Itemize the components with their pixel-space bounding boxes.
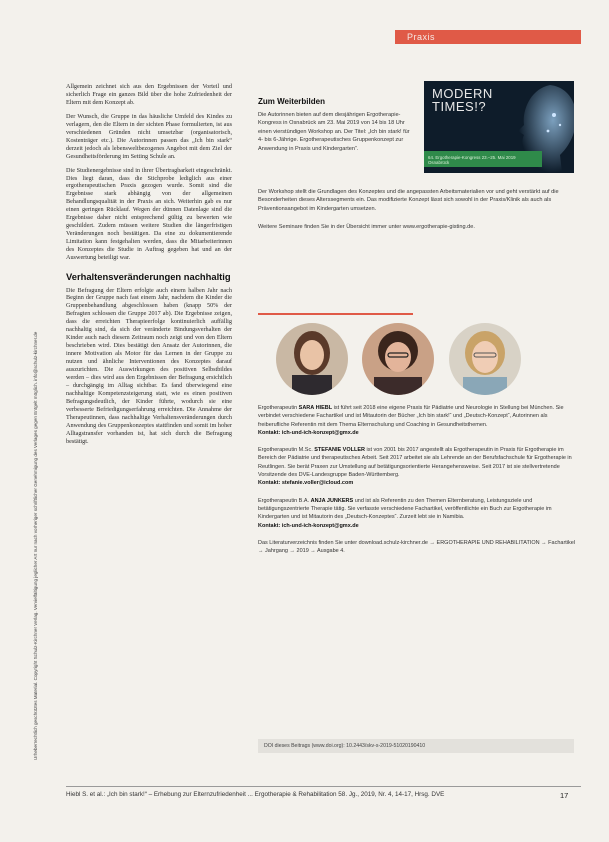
footer-divider [66, 786, 581, 787]
ad-title-line-1: MODERN [432, 86, 493, 101]
paragraph: Die Studienergebnisse sind in ihrer Übertragbarkeit eingeschränkt. Dies liegt daran, dass die Stichprobe lediglich aus einer ergotherapeutischen Praxis gezogen wurde. Somit sind die Ergebnisse stark abhängig von der allgemeinen Behandlungsqualität in der Praxis an sich. Weiterhin gab es nur einen geringen Rücklauf. Wegen der dünnen Datenlage sind die Ergebnisse daher nicht entsprechend gültig zu bewerten wie geschildert. Zudem müssen weitere Studien die längerfristigen Veränderungen noch bestätigen. Da eine zu dokumentierende Limitation kann festgehalten werden, dass die Mitarbeiterinnen des Konzeptes die Studie in Auftrag gegeben hat und an der Auswertung beteiligt war. [66, 166, 232, 262]
author-photo-voller [362, 323, 434, 395]
section-label: Praxis [407, 32, 436, 42]
bio-lead: Ergotherapeutin [258, 405, 299, 411]
weiterbilden-text: Die Autorinnen bieten auf dem diesjährigen Ergotherapie-Kongress in Osnabrück am 23. Mai 2019 von 14 bis 18 Uhr einen vierstündigen Workshop an. Der Titel: „Ich bin stark! für 4- bis 6-Jährige. Ergotherapeutisches Gruppenkonzept zur Anwendung in Praxis und Kindergarten“. [258, 112, 410, 152]
congress-ad[interactable] [424, 81, 574, 173]
bio-lead: Ergotherapeutin M.Sc. [258, 447, 315, 454]
weiterbilden-title: Zum Weiterbilden [258, 97, 325, 106]
author-photo-hiebl [276, 323, 348, 395]
bio-text: ist führt seit 2018 eine eigene Praxis für Pädiatrie und Neurologie in Stellung bei München. Sie verbindet verschiedene Fachartikel und ist Mitautorin der Bücher „Ich bin stark!“ und „Deutsch-Konzept“, Autorinnen als freiberufliche Referentin mit dem Thema Elternschulung und Coaching in Gesundheitsthemen. [258, 405, 564, 428]
bio-hiebl [258, 404, 578, 437]
author-photo-junkers [449, 323, 521, 395]
bio-text: und ist als Referentin zu den Themen Elternberatung, Leistungsziele und betätigungszentrierte Therapie tätig. Sie verfasste verschiedene Fachartikel, veröffentlichte ein Buch zur Ergotherapie im Kindergarten und ist Mitautorin des „Deutsch-Konzeptes“. Zurzeit lebt sie in Namibia. [258, 497, 552, 521]
bio-text: ist von 2001 bis 2017 angestellt als Ergotherapeutin in Praxis für Ergotherapie im Bereich der Pädiatrie und therapeutisches Arbeit. Seit 2017 arbeitet sie als Lehrende an der Berufsfachschule für Ergotherapie in Reutlingen. Sie berät Praxen zur Umstellung auf betätigungsorientierte Herangehensweise. Seit 2017 ist sie stellvertretende Vorsitzende des DVE-Landesgruppe Baden-Württemberg. [258, 447, 572, 479]
author-bios [258, 404, 578, 564]
bio-contact[interactable]: Kontakt: ich-und-ich-konzept@gmx.de [258, 429, 359, 436]
weiterbilden-link-text[interactable]: Weitere Seminare finden Sie in der Übersicht immer unter www.ergotherapie-gisting.de. [258, 224, 475, 230]
section-heading: Verhaltensveränderungen nachhaltig [66, 271, 231, 283]
doi-text[interactable]: DOI dieses Beitrags (www.doi.org): 10.2443/skv-s-2019-51020190410 [264, 743, 426, 749]
bio-junkers [258, 497, 578, 530]
ad-title [432, 87, 493, 113]
red-divider [258, 313, 413, 315]
paragraph: Die Befragung der Eltern erfolgte auch einem halben Jahr nach Beginn der Gruppe nach fast einem Jahr, nachdem die Kinder die Gruppenbehandlung abgeschlossen haben (knapp 50% der Befragten schlossen die Gruppe 2017 ab). Die Ergebnisse zeigen, dass die erreichten Therapieerfolge kontinuierlich auffällig nachhaltig sind, da sich der veränderte Bindungsverhalten der Kinder auch nach diesem Zeitraum noch zeigt und von den Eltern beschrieben wird. Dies bestätigt den Ansatz der Autorinnen, die innere Motivation als Motor für das Lernen in der Gruppe zu nutzen und ähnliche Interventionen des Konzeptes darauf auszurichten. Die Auswirkungen des positiven Selbstbildes werden – dies wird aus den Ergebnissen der Befragung ersichtlich – durchgängig im Alltag sichtbar. Es fand überwiegend eine nachhaltige Kompetenzsteigerung statt, wie es einen positiven Befragungsdeutlich, der Kinder führte, wodurch sie eine verbesserte Befriedigungserfahrung erreichten. Die Annahme der Therapeutinnen, dass nachhaltige Verhaltensveränderungen durch Anwendung des Gruppenkonzeptes stattfinden und somit im hoher Alltagstransfer vorhanden ist, hat sich durch die Befragung bestätigt. [66, 286, 232, 445]
ad-title-line-2: TIMES!? [432, 99, 487, 114]
bio-name: SARA HIEBL [298, 405, 333, 411]
weiterbilden-text-2: Der Workshop stellt die Grundlagen des Konzeptes und die angepassten Arbeitsmaterialien vor und geht verstärkt auf die Besonderheiten dieses Alterssegments ein. Das modifizierte Konzept lässt sich sowohl in der Praxis/Klinik als auch als Präventionsangebot im Kindergarten umsetzen. [258, 189, 559, 212]
ad-strip-text: 64. Ergotherapie-Kongress 23.–25. Mai 2019 Osnabrück [428, 155, 516, 165]
page-number: 17 [560, 791, 569, 800]
literature-note: Das Literaturverzeichnis finden Sie unter download.schulz-kirchner.de → ERGOTHERAPIE UND REHABILITATION → Fachartikel → Jahrgang → 2019 → Ausgabe 4. [258, 539, 576, 555]
footer-citation: Hiebl S. et al.: „Ich bin stark!“ – Erhebung zur Elternzufriedenheit ... Ergotherapie & Rehabilitation 58. Jg., 2019, Nr. 4, 14-17, Hrsg. DVE [66, 791, 445, 798]
bio-name: ANJA JUNKERS [310, 497, 354, 504]
bio-name: STEFANIE VOLLER [314, 447, 365, 454]
paragraph: Der Wunsch, die Gruppe in das häusliche Umfeld des Kindes zu verlagern, den die Eltern in der sichten Phase formulierten, ist aus verschiedenen Gründen nicht umsetzbar (organisatorisch, Kostenträger etc.). Die Autorinnen passen das „Ich bin stark“ derzeit jedoch als lebensweltbezogenes Angebot mit dem Ziel der Gesundheitsförderung im Setting Schule an. [66, 112, 232, 160]
left-column [66, 83, 232, 452]
paragraph: Allgemein zeichnet sich aus den Ergebnissen der Vorteil und sicherlich Frage ein ganzes Bild über die hohe Zufriedenheit der Eltern mit dem Konzept ab. [66, 83, 232, 106]
bio-voller [258, 446, 578, 487]
bio-lead: Ergotherapeutin B.A. [258, 497, 311, 504]
bio-contact[interactable]: Kontakt: ich-und-ich-konzept@gmx.de [258, 522, 359, 529]
bio-contact[interactable]: Kontakt: stefanie.voller@icloud.com [258, 480, 354, 487]
copyright-side-text: Urheberrechtlich geschütztes Material. Copyright Schulz-Kirchner Verlag. Vervielfältigung jeglicher Art nur nach vorheriger schriftlicher Genehmigung des Verlages gegen Entgelt möglich. info@schulz-kirchner.de [33, 331, 38, 760]
